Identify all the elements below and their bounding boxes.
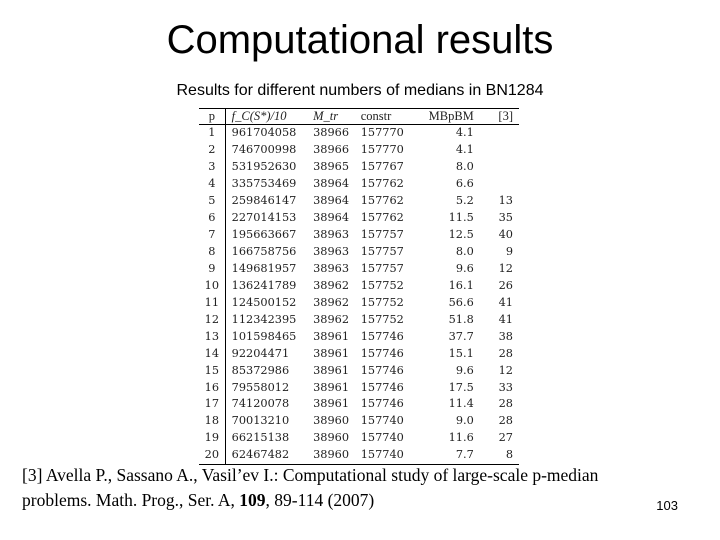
cell-p: 1 <box>199 125 225 142</box>
cell-ref3: 26 <box>498 278 513 292</box>
cell-ref3: 13 <box>498 194 513 208</box>
cell-objective: 74120078 <box>231 397 290 411</box>
cell-objective: 70013210 <box>231 414 290 428</box>
cell-p: 13 <box>199 328 225 345</box>
cell-p: 15 <box>199 362 225 379</box>
cell-mbpbm: 4.1 <box>455 143 474 157</box>
citation-journal: problems. Math. Prog., Ser. A, <box>22 490 235 510</box>
cell-ref3: 9 <box>505 245 513 259</box>
citation-volume: 109 <box>239 490 266 510</box>
cell-mtr: 38964 <box>313 194 350 208</box>
table-row <box>199 210 519 227</box>
cell-objective: 166758756 <box>231 245 297 259</box>
cell-mtr: 38965 <box>313 160 350 174</box>
cell-objective: 136241789 <box>231 278 297 292</box>
cell-p: 12 <box>199 311 225 328</box>
cell-mbpbm: 8.0 <box>455 245 474 259</box>
cell-p: 14 <box>199 345 225 362</box>
cell-p: 20 <box>199 447 225 464</box>
table-row <box>199 261 519 278</box>
table-row <box>199 447 519 464</box>
cell-mtr: 38960 <box>313 431 350 445</box>
cell-ref3: 35 <box>498 211 513 225</box>
cell-p: 6 <box>199 210 225 227</box>
page-number: 103 <box>656 498 678 513</box>
cell-mbpbm: 37.7 <box>448 329 474 343</box>
cell-mbpbm: 56.6 <box>448 295 474 309</box>
cell-ref3: 28 <box>498 346 513 360</box>
cell-ref3: 28 <box>498 414 513 428</box>
table-row <box>199 125 519 142</box>
cell-p: 10 <box>199 277 225 294</box>
cell-mtr: 38964 <box>313 177 350 191</box>
cell-mtr: 38961 <box>313 397 350 411</box>
cell-mbpbm: 4.1 <box>455 126 474 140</box>
cell-ref3: 12 <box>498 261 513 275</box>
table-row <box>199 277 519 294</box>
cell-mtr: 38964 <box>313 211 350 225</box>
cell-constr: 157757 <box>360 245 404 259</box>
cell-mbpbm: 9.6 <box>455 261 474 275</box>
cell-ref3: 40 <box>498 228 513 242</box>
cell-p: 9 <box>199 261 225 278</box>
cell-constr: 157746 <box>360 346 404 360</box>
cell-constr: 157770 <box>360 143 404 157</box>
cell-ref3: 33 <box>498 380 513 394</box>
table-row <box>199 294 519 311</box>
cell-objective: 124500152 <box>231 295 297 309</box>
header-constr: constr <box>359 109 415 125</box>
cell-constr: 157762 <box>360 194 404 208</box>
cell-constr: 157762 <box>360 177 404 191</box>
cell-p: 16 <box>199 379 225 396</box>
table-row <box>199 193 519 210</box>
cell-mbpbm: 6.6 <box>455 177 474 191</box>
cell-mtr: 38961 <box>313 380 350 394</box>
table-row <box>199 379 519 396</box>
slide-title: Computational results <box>166 18 554 62</box>
cell-constr: 157746 <box>360 329 404 343</box>
cell-mbpbm: 8.0 <box>455 160 474 174</box>
cell-mtr: 38960 <box>311 447 359 464</box>
cell-constr: 157752 <box>360 278 404 292</box>
cell-mtr: 38961 <box>313 329 350 343</box>
cell-mtr: 38962 <box>313 278 350 292</box>
cell-mbpbm: 12.5 <box>448 228 474 242</box>
cell-constr: 157767 <box>360 160 404 174</box>
cell-objective: 85372986 <box>231 363 290 377</box>
cell-mtr: 38962 <box>313 295 350 309</box>
cell-p: 4 <box>199 176 225 193</box>
cell-ref3: 28 <box>498 397 513 411</box>
cell-constr: 157746 <box>360 380 404 394</box>
cell-mbpbm: 17.5 <box>448 380 474 394</box>
citation-pages-year: , 89-114 (2007) <box>265 490 375 510</box>
cell-ref3 <box>478 125 519 142</box>
cell-constr: 157746 <box>360 397 404 411</box>
cell-mtr: 38962 <box>313 312 350 326</box>
cell-constr: 157757 <box>360 261 404 275</box>
cell-mbpbm: 7.7 <box>414 447 477 464</box>
results-table-container <box>199 108 519 465</box>
table-body <box>199 125 519 465</box>
cell-mbpbm: 9.0 <box>455 414 474 428</box>
cell-mtr: 38963 <box>313 245 350 259</box>
cell-p: 19 <box>199 430 225 447</box>
cell-objective: 335753469 <box>231 177 297 191</box>
cell-mbpbm: 5.2 <box>455 194 474 208</box>
cell-mbpbm: 51.8 <box>448 312 474 326</box>
cell-constr: 157770 <box>360 126 404 140</box>
table-row <box>199 311 519 328</box>
table-row <box>199 396 519 413</box>
cell-mbpbm: 15.1 <box>448 346 474 360</box>
cell-mbpbm: 16.1 <box>448 278 474 292</box>
cell-objective: 92204471 <box>231 346 290 360</box>
header-row <box>199 109 519 125</box>
cell-objective: 79558012 <box>231 380 290 394</box>
cell-p: 2 <box>199 142 225 159</box>
table-row <box>199 413 519 430</box>
header-p: p <box>199 109 225 125</box>
cell-mtr: 38960 <box>313 414 350 428</box>
cell-objective: 227014153 <box>231 211 297 225</box>
cell-mtr: 38966 <box>313 126 350 140</box>
header-ref3: [3] <box>478 109 519 125</box>
cell-objective: 149681957 <box>231 261 297 275</box>
table-row <box>199 328 519 345</box>
cell-p: 5 <box>199 193 225 210</box>
cell-p: 11 <box>199 294 225 311</box>
cell-constr: 157762 <box>360 211 404 225</box>
cell-constr: 157740 <box>359 447 415 464</box>
cell-objective: 62467482 <box>225 447 311 464</box>
header-objective: f_C(S*)/10 <box>225 109 311 125</box>
citation-ref: [3] <box>22 465 43 485</box>
cell-mtr: 38963 <box>313 228 350 242</box>
table-header <box>199 109 519 125</box>
cell-objective: 746700998 <box>231 143 297 157</box>
cell-mtr: 38966 <box>313 143 350 157</box>
cell-constr: 157740 <box>360 414 404 428</box>
cell-constr: 157752 <box>360 312 404 326</box>
cell-mbpbm: 9.6 <box>455 363 474 377</box>
cell-ref3: 41 <box>498 312 513 326</box>
citation-authors-title: Avella P., Sassano A., Vasil’ev I.: Computational study of large-scale p-median <box>45 465 599 485</box>
cell-ref3 <box>478 176 519 193</box>
header-mbpbm: MBpBM <box>414 109 477 125</box>
cell-objective: 101598465 <box>231 329 297 343</box>
table-row <box>199 227 519 244</box>
cell-mtr: 38963 <box>313 261 350 275</box>
cell-ref3: 8 <box>478 447 519 464</box>
cell-mtr: 38961 <box>313 363 350 377</box>
cell-constr: 157740 <box>360 431 404 445</box>
table-row <box>199 430 519 447</box>
cell-p: 3 <box>199 159 225 176</box>
cell-objective: 259846147 <box>231 194 297 208</box>
cell-mbpbm: 11.6 <box>448 431 474 445</box>
cell-objective: 961704058 <box>231 126 297 140</box>
cell-ref3: 27 <box>498 431 513 445</box>
cell-ref3: 12 <box>498 363 513 377</box>
cell-constr: 157757 <box>360 228 404 242</box>
cell-p: 8 <box>199 244 225 261</box>
cell-mtr: 38961 <box>313 346 350 360</box>
cell-mbpbm: 11.4 <box>448 397 474 411</box>
cell-p: 18 <box>199 413 225 430</box>
table-row <box>199 244 519 261</box>
table-row <box>199 159 519 176</box>
cell-ref3 <box>478 142 519 159</box>
cell-objective: 531952630 <box>231 160 297 174</box>
cell-ref3: 41 <box>498 295 513 309</box>
cell-objective: 195663667 <box>231 228 297 242</box>
cell-ref3: 38 <box>498 329 513 343</box>
slide-subtitle: Results for different numbers of medians in BN1284 <box>176 82 544 99</box>
cell-p: 17 <box>199 396 225 413</box>
cell-p: 7 <box>199 227 225 244</box>
cell-objective: 112342395 <box>231 312 297 326</box>
cell-constr: 157752 <box>360 295 404 309</box>
citation <box>22 463 682 513</box>
cell-ref3 <box>478 159 519 176</box>
table-row <box>199 345 519 362</box>
cell-constr: 157746 <box>360 363 404 377</box>
results-table <box>199 108 519 465</box>
cell-mbpbm: 11.5 <box>448 211 474 225</box>
table-row <box>199 362 519 379</box>
cell-objective: 66215138 <box>231 431 290 445</box>
table-row <box>199 176 519 193</box>
table-row <box>199 142 519 159</box>
header-mtr: M_tr <box>311 109 359 125</box>
